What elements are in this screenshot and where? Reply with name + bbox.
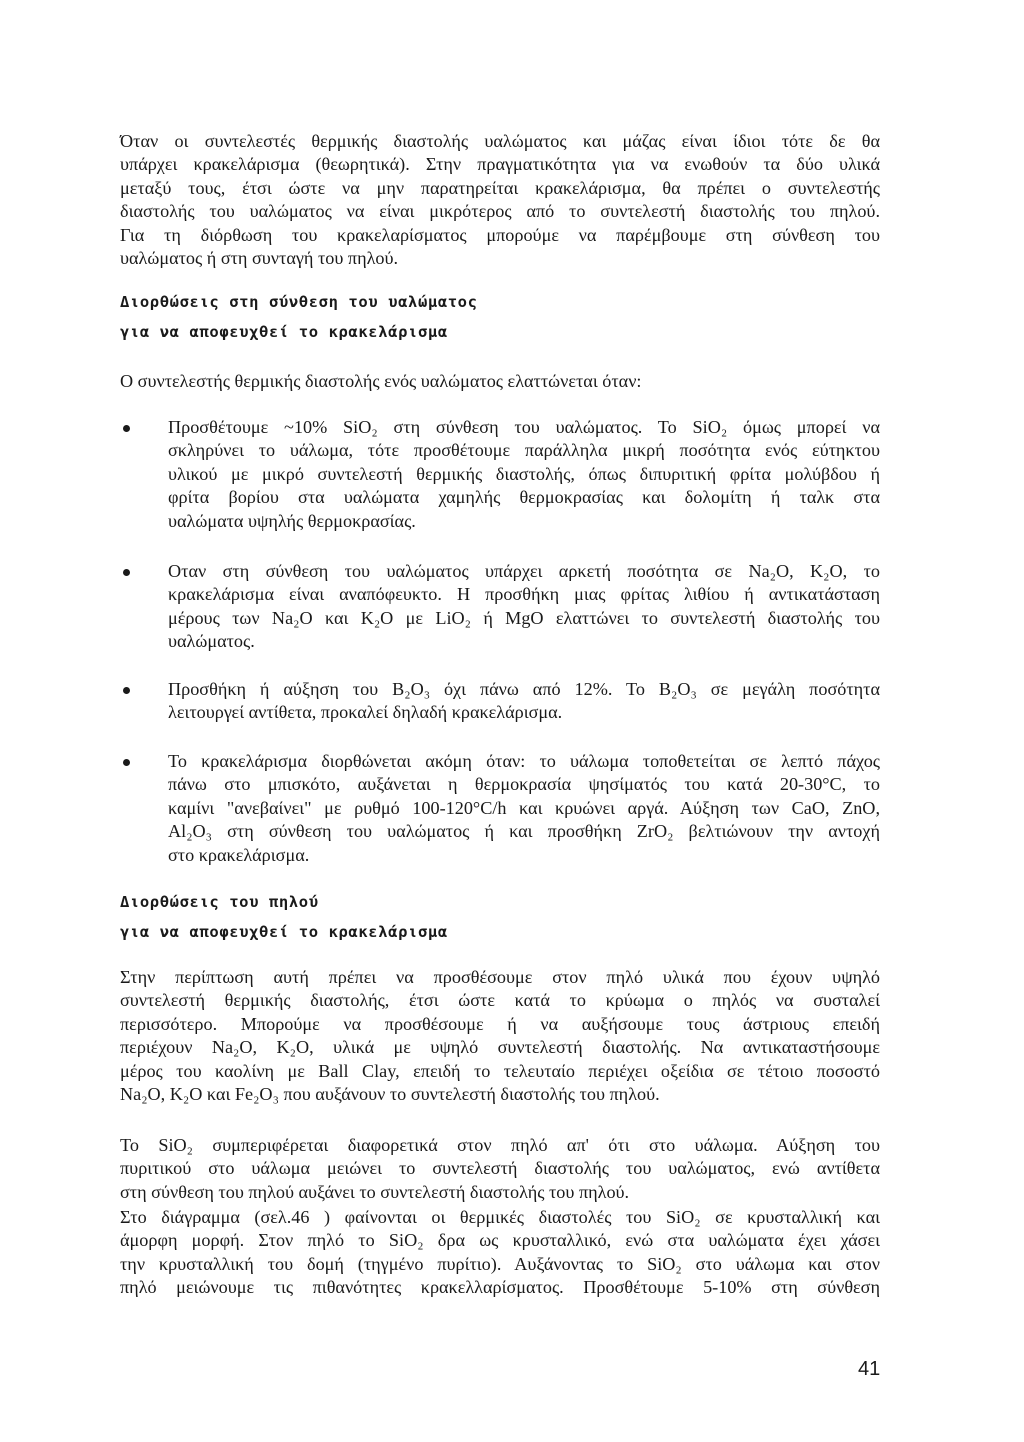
text-line: μέρους των Na₂O και K₂O με LiO₂ ή MgO ελαττώνει το συντελεστή διαστολής του [168, 607, 880, 628]
section-subtitle: για να αποφευχθεί το κρακελάρισμα [120, 923, 448, 941]
text-line: Όταν οι συντελεστές θερμικής διαστολής υαλώματος και μάζας είναι ίδιοι τότε δε θα [120, 131, 880, 151]
text-line: κρακελάρισμα είναι αναπόφευκτο. Η προσθήκη μιας φρίτας λιθίου ή αντικατάσταση [168, 584, 880, 605]
text-line: Το κρακελάρισμα διορθώνεται ακόμη όταν: το υάλωμα τοποθετείται σε λεπτό πάχος [168, 751, 880, 771]
text-line: φρίτα βορίου στα υαλώματα χαμηλής θερμοκρασίας και δολομίτη ή ταλκ στα [168, 487, 880, 508]
text-line: Για τη διόρθωση του κρακελαρίσματος μπορούμε να παρέμβουμε στη σύνθεση του [120, 224, 880, 245]
text-line: μεταξύ τους, έτσι ώστε να μην παρατηρείται κρακελάρισμα, θα πρέπει ο συντελεστής [120, 177, 880, 198]
intro-paragraph [120, 130, 880, 270]
text-line: Στην περίπτωση αυτή πρέπει να προσθέσουμε στον πηλό υλικά που έχουν υψηλό [120, 967, 880, 987]
text-line: περιέχουν Na₂O, K₂O, υλικά με υψηλό συντελεστή διαστολής. Να αντικαταστήσουμε [120, 1037, 880, 1058]
text-line: Το SiO₂ συμπεριφέρεται διαφορετικά στον πηλό απ' ότι στο υάλωμα. Αύξηση του [120, 1135, 880, 1155]
text-line: την κρυσταλλική του δομή (τηγμένο πυρίτιο). Αυξάνοντας το SiO₂ στο υάλωμα και στον [120, 1253, 880, 1274]
bullet-icon [123, 425, 130, 432]
text-line: Προσθήκη ή αύξηση του B₂O₃ όχι πάνω από 12%. Το B₂O₃ σε μεγάλη ποσότητα [168, 679, 880, 699]
text-line: Οταν στη σύνθεση του υαλώματος υπάρχει αρκετή ποσότητα σε Na₂O, K₂O, το [168, 561, 880, 581]
page-number: 41 [858, 1358, 881, 1380]
text-line: συντελεστή θερμικής διαστολής, έτσι ώστε κατά το κρύωμα ο πηλός να συσταλεί [120, 990, 880, 1011]
bullet-icon [123, 759, 130, 766]
bullet-icon [123, 687, 130, 694]
section-title: Διορθώσεις του πηλού [120, 893, 319, 911]
lead-paragraph [120, 370, 880, 393]
section-heading-clay [120, 892, 448, 942]
text-line: Na₂O, K₂O και Fe₂O₃ που αυξάνουν το συντελεστή διαστολής του πηλού. [120, 1084, 660, 1105]
text-line: άμορφη μορφή. Στον πηλό το SiO₂ δρα ως κρυσταλλικό, ενώ στα υαλώματα έχει χάσει [120, 1230, 880, 1251]
text-line: μέρος του καολίνη με Ball Clay, επειδή το τελευταίο περιέχει οξείδια σε τέτοιο ποσοστό [120, 1060, 880, 1081]
text-line: υαλώματος ή στη συνταγή του πηλού. [120, 248, 399, 269]
text-line: πυριτικού στο υάλωμα μειώνει το συντελεστή διαστολής του υαλώματος, ενώ αντίθετα [120, 1158, 880, 1179]
text-line: Ο συντελεστής θερμικής διαστολής ενός υαλώματος ελαττώνεται όταν: [120, 371, 642, 391]
text-line: στο κρακελάρισμα. [168, 844, 310, 865]
text-line: πηλό μειώνουμε τις πιθανότητες κρακελλαρίσματος. Προσθέτουμε 5-10% στη σύνθεση [120, 1277, 880, 1298]
bullet-icon [123, 569, 130, 576]
section-subtitle: για να αποφευχθεί το κρακελάρισμα [120, 323, 448, 341]
text-line: υαλώματος. [168, 631, 255, 652]
text-line: σκληρύνει το υάλωμα, τότε προσθέτουμε παράλληλα μικρή ποσότητα ενός εύτηκτου [168, 440, 880, 461]
text-line: στη σύνθεση του πηλού αυξάνει το συντελεστή διαστολής του πηλού. [120, 1181, 630, 1202]
text-line: καμίνι "ανεβαίνει" με ρυθμό 100-120°C/h και κρυώνει αργά. Αύξηση των CaO, ZnO, [168, 797, 880, 818]
text-line: υπάρχει κρακελάρισμα (θεωρητικά). Στην πραγματικότητα για να ενωθούν τα δύο υλικά [120, 154, 880, 175]
section-heading-glaze [120, 292, 478, 342]
text-line: υαλώματα υψηλής θερμοκρασίας. [168, 510, 416, 531]
text-line: Al₂O₃ στη σύνθεση του υαλώματος ή και προσθήκη ZrO₂ βελτιώνουν την αντοχή [168, 821, 880, 842]
clay-paragraph-2 [120, 1134, 880, 1204]
text-line: πάνω στο μπισκότο, αυξάνεται η θερμοκρασία ψησίματός του κατά 20-30°C, το [168, 774, 880, 795]
clay-paragraph-3 [120, 1206, 880, 1300]
text-line: υλικού με μικρό συντελεστή θερμικής διαστολής, όπως διπυριτική φρίτα μολύβδου ή [168, 463, 880, 484]
text-line: περισσότερο. Μπορούμε να προσθέσουμε ή να αυξήσουμε τους άστριους επειδή [120, 1013, 880, 1034]
section-title: Διορθώσεις στη σύνθεση του υαλώματος [120, 293, 478, 311]
clay-paragraph-1 [120, 966, 880, 1106]
text-line: Στο διάγραμμα (σελ.46 ) φαίνονται οι θερμικές διαστολές του SiO₂ σε κρυσταλλική και [120, 1207, 880, 1227]
text-line: Προσθέτουμε ~10% SiO₂ στη σύνθεση του υαλώματος. Το SiO₂ όμως μπορεί να [168, 417, 880, 437]
text-line: διαστολής του υαλώματος να είναι μικρότερος από το συντελεστή διαστολής του πηλού. [120, 201, 880, 222]
text-line: λειτουργεί αντίθετα, προκαλεί δηλαδή κρακελάρισμα. [168, 702, 563, 723]
